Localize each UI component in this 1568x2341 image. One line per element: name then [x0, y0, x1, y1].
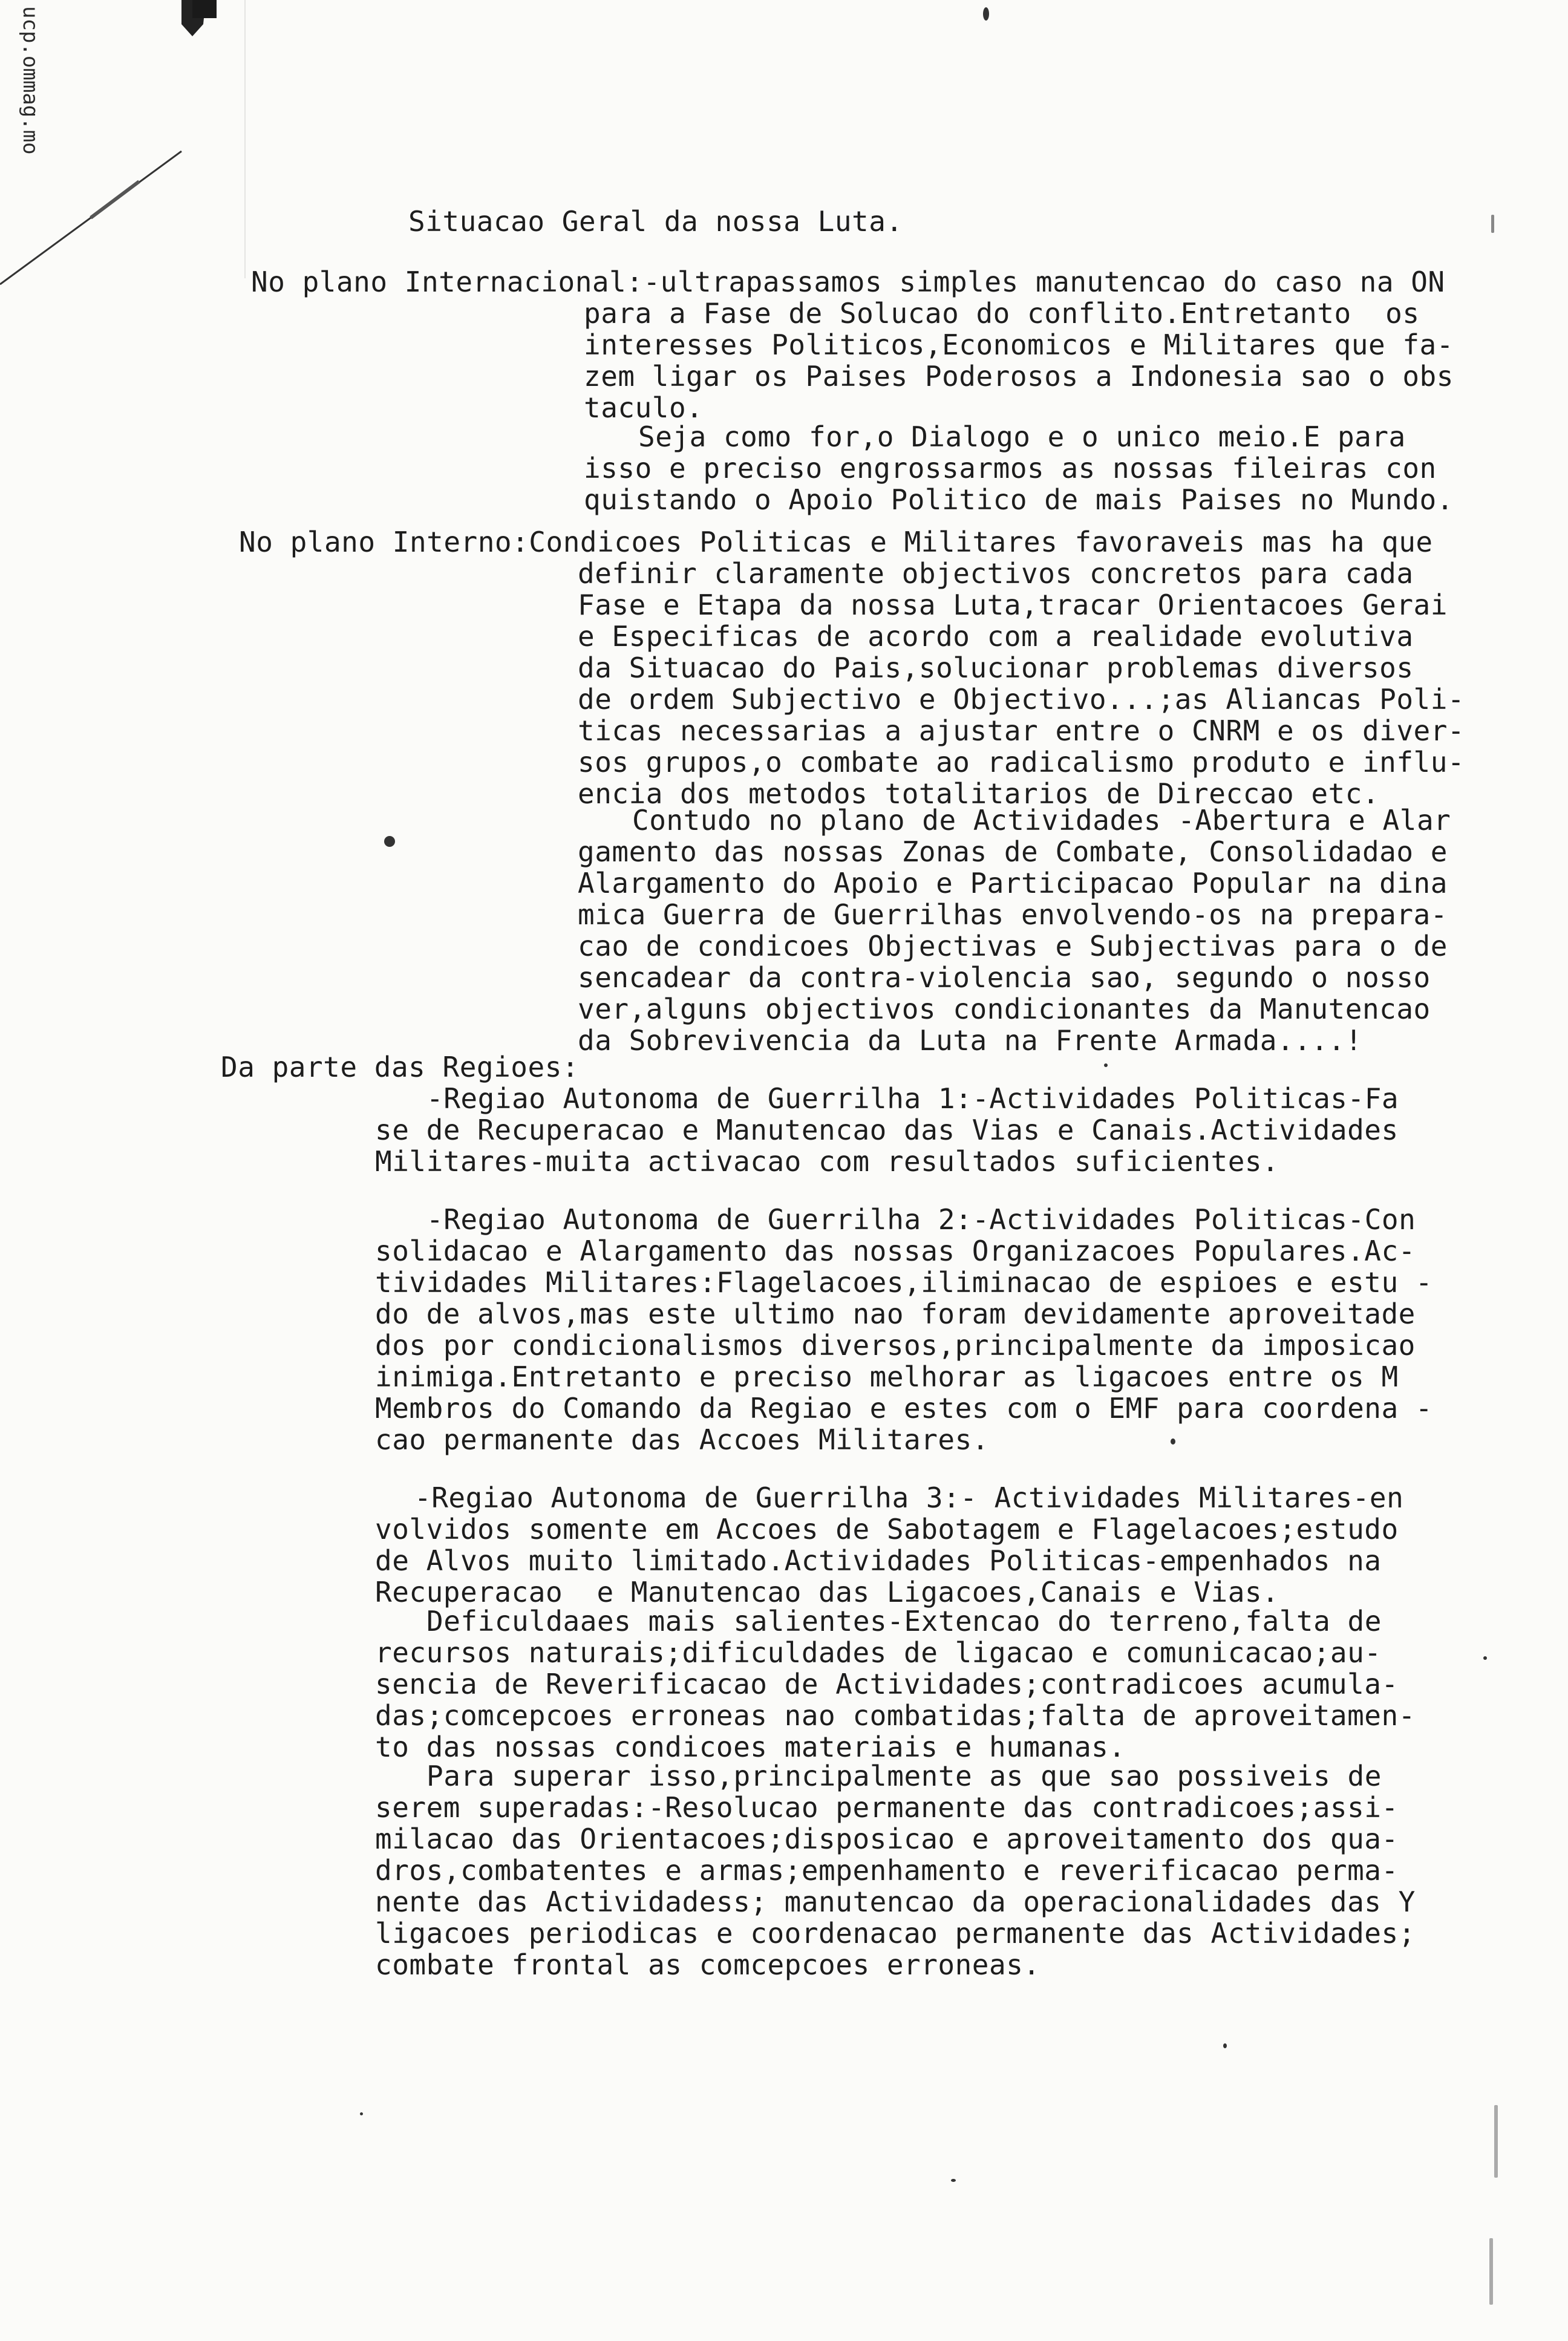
text-line: -Regiao Autonoma de Guerrilha 1:-Actividades Politicas-Fa [426, 1082, 1399, 1115]
text-line: sos grupos,o combate ao radicalismo produto e influ- [578, 746, 1465, 779]
text-line: volvidos somente em Accoes de Sabotagem e Flagelacoes;estudo [375, 1513, 1399, 1546]
scan-speck [384, 836, 395, 847]
text-line: to das nossas condicoes materiais e humanas. [375, 1731, 1126, 1763]
text-line: sencia de Reverificacao de Actividades;contradicoes acumula- [375, 1668, 1399, 1700]
scan-speck [1171, 1438, 1175, 1445]
text-line: taculo. [584, 391, 704, 424]
rotated-stamp-text [0, 6, 91, 155]
text-line: zem ligar os Paises Poderosos a Indonesia sao o obs [584, 360, 1454, 393]
text-line: Recuperacao e Manutencao das Ligacoes,Canais e Vias. [375, 1576, 1279, 1608]
text-line: Contudo no plano de Actividades -Abertura e Alar [632, 804, 1451, 837]
text-line: sencadear da contra-violencia sao, segundo o nosso [578, 961, 1431, 994]
scan-speck [1491, 215, 1494, 233]
text-line: cao de condicoes Objectivas e Subjectivas para o de [578, 930, 1448, 962]
text-line: -Regiao Autonoma de Guerrilha 3:- Actividades Militares-en [414, 1481, 1404, 1514]
scan-speck [1494, 2105, 1498, 2178]
text-line: cao permanente das Accoes Militares. [375, 1423, 989, 1456]
text-line: inimiga.Entretanto e preciso melhorar as ligacoes entre os M [375, 1360, 1399, 1393]
scan-speck [1483, 1656, 1487, 1660]
text-line: Alargamento do Apoio e Participacao Popular na dina [578, 867, 1448, 900]
text-line: isso e preciso engrossarmos as nossas fileiras con [584, 452, 1437, 485]
document-title: Situacao Geral da nossa Luta. [408, 205, 903, 238]
text-line: interesses Politicos,Economicos e Militares que fa- [584, 328, 1454, 361]
text-line: Militares-muita activacao com resultados suficientes. [375, 1145, 1279, 1178]
text-line: solidacao e Alargamento das nossas Organizacoes Populares.Ac- [375, 1235, 1416, 1267]
text-line: ver,alguns objectivos condicionantes da Manutencao [578, 993, 1431, 1025]
scan-speck [1223, 2043, 1227, 2048]
text-line: milacao das Orientacoes;disposicao e aproveitamento dos qua- [375, 1823, 1399, 1855]
text-line: encia dos metodos totalitarios de Direccao etc. [578, 777, 1380, 810]
text-line: dos por condicionalismos diversos,principalmente da imposicao [375, 1329, 1416, 1362]
text-line: combate frontal as comcepcoes erroneas. [375, 1948, 1040, 1981]
text-line: do de alvos,mas este ultimo nao foram devidamente aproveitade [375, 1298, 1416, 1330]
text-line: No plano Interno:Condicoes Politicas e Militares favoraveis mas ha que [239, 526, 1433, 558]
scan-speck [1489, 2238, 1493, 2305]
text-line: Seja como for,o Dialogo e o unico meio.E para [638, 420, 1406, 453]
text-line: gamento das nossas Zonas de Combate, Consolidadao e [578, 835, 1448, 868]
text-line: das;comcepcoes erroneas nao combatidas;falta de aproveitamen- [375, 1699, 1416, 1732]
text-line: recursos naturais;dificuldades de ligacao e comunicacao;au- [375, 1636, 1382, 1669]
text-line: Membros do Comando da Regiao e estes com o EMF para coordena - [375, 1392, 1433, 1425]
stamp-line: ucp.ommag.mo [18, 6, 42, 155]
text-line: serem superadas:-Resolucao permanente das contradicoes;assi- [375, 1791, 1399, 1824]
text-line: -Regiao Autonoma de Guerrilha 2:-Actividades Politicas-Con [426, 1203, 1416, 1236]
text-line: de Alvos muito limitado.Actividades Politicas-empenhados na [375, 1544, 1382, 1577]
text-line: quistando o Apoio Politico de mais Paises no Mundo. [584, 483, 1454, 516]
scan-speck [951, 2179, 956, 2182]
scan-speck [1104, 1063, 1108, 1067]
scan-speck [360, 2112, 363, 2115]
text-line: Deficuldaaes mais salientes-Extencao do terreno,falta de [426, 1605, 1382, 1637]
section-heading: Da parte das Regioes: [221, 1051, 580, 1083]
text-line: de ordem Subjectivo e Objectivo...;as Aliancas Poli- [578, 683, 1465, 716]
text-line: nente das Actividadess; manutencao da operacionalidades das Y [375, 1886, 1416, 1918]
text-line: Fase e Etapa da nossa Luta,tracar Orientacoes Gerai [578, 589, 1448, 621]
text-line: e Especificas de acordo com a realidade evolutiva [578, 620, 1414, 653]
text-line: para a Fase de Solucao do conflito.Entretanto os [584, 297, 1420, 330]
text-line: dros,combatentes e armas;empenhamento e reverificacao perma- [375, 1854, 1399, 1887]
text-line: tividades Militares:Flagelacoes,iliminacao de espioes e estu - [375, 1266, 1433, 1299]
text-line: da Sobrevivencia da Luta na Frente Armada....! [578, 1024, 1362, 1057]
text-line: ticas necessarias a ajustar entre o CNRM e os diver- [578, 714, 1465, 747]
text-line: definir claramente objectivos concretos para cada [578, 557, 1414, 590]
text-line: Para superar isso,principalmente as que sao possiveis de [426, 1760, 1382, 1792]
text-line: se de Recuperacao e Manutencao das Vias e Canais.Actividades [375, 1114, 1399, 1146]
text-line: da Situacao do Pais,solucionar problemas diversos [578, 651, 1414, 684]
scan-speck [983, 7, 989, 21]
text-line: mica Guerra de Guerrilhas envolvendo-os na prepara- [578, 898, 1448, 931]
text-line: ligacoes periodicas e coordenacao permanente das Actividades; [375, 1917, 1416, 1950]
text-line: No plano Internacional:-ultrapassamos simples manutencao do caso na ON [251, 266, 1445, 298]
